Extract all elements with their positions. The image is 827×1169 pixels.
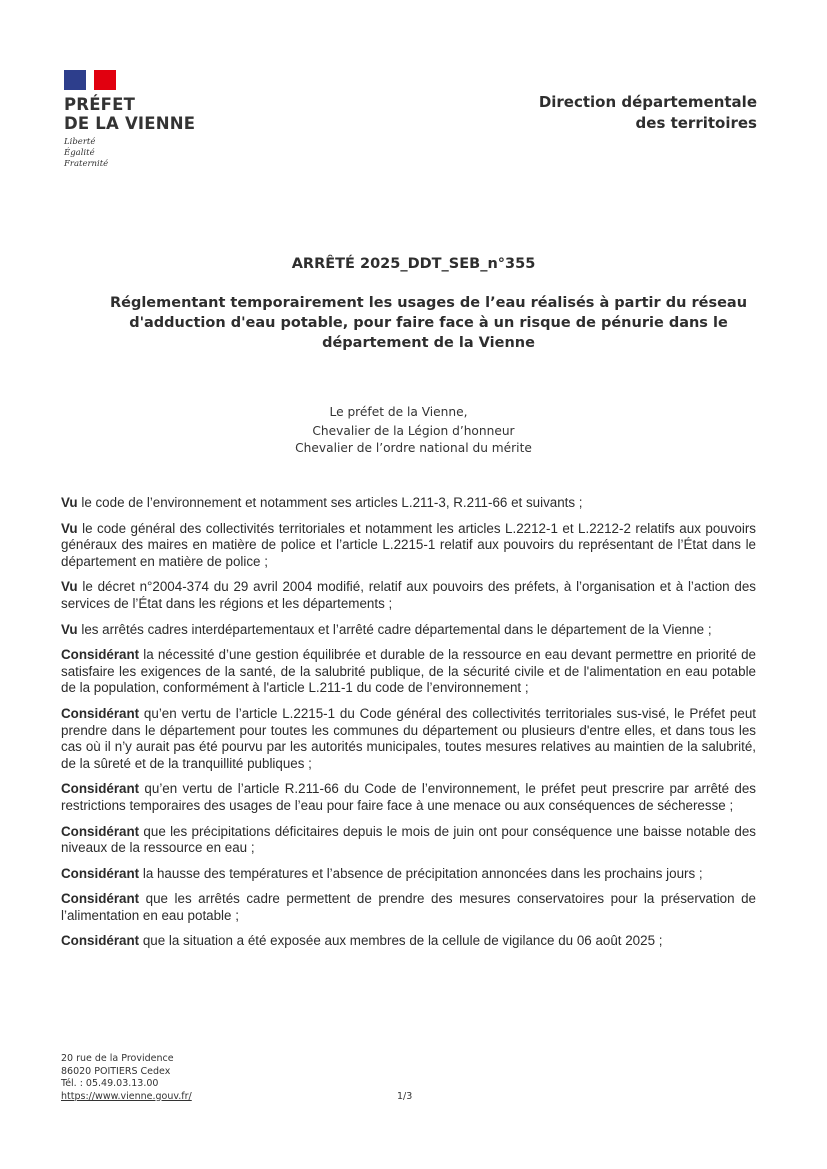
recital-text: qu’en vertu de l’article L.2215-1 du Code général des collectivités territoriales sus-visé, le Préfet peut prendre dans le département pour toutes les communes du département ou plusieurs d'entre elles, et dans tous les cas où il n’y aurait pas été pourvu par les autorités municipales, toutes mesures relatives au maintien de la salubrité, de la sûreté et de la tranquillité publiques ;: [61, 705, 756, 771]
recital-paragraph: [61, 579, 756, 612]
recital-text: les arrêtés cadres interdépartementaux et l’arrêté cadre départemental dans le département de la Vienne ;: [77, 621, 712, 637]
prefecture-logo: [64, 70, 195, 170]
recital-paragraph: [61, 824, 756, 857]
republic-motto: [64, 137, 195, 170]
prefet-line-2: Chevalier de la Légion d’honneur: [312, 424, 515, 438]
arrete-title: Réglementant temporairement les usages de l’eau réalisés à partir du réseau d'adduction d'eau potable, pour faire face à un risque de pénurie dans le département de la Vienne: [109, 295, 748, 351]
prefet-line-3: Chevalier de l’ordre national du mérite: [295, 441, 532, 455]
recital-text: le code général des collectivités territoriales et notamment les articles L.2212-1 et L.2212-2 relatifs aux pouvoirs généraux des maires en matière de police et l’article L.2215-1 relatif aux pouvoirs du représentant de l’État dans le département en matière de police ;: [61, 520, 756, 569]
recital-paragraph: [61, 933, 756, 950]
recital-paragraph: [61, 781, 756, 814]
footer-address-city: 86020 POITIERS Cedex: [61, 1065, 171, 1077]
recital-paragraph: [61, 521, 756, 571]
prefecture-name: [64, 95, 195, 133]
recital-text: qu’en vertu de l’article R.211-66 du Code de l’environnement, le préfet peut prescrire par arrêté des restrictions temporaires des usages de l’eau pour faire face à une menace ou aux conséquences de sécheresse ;: [61, 781, 756, 813]
flag-white-stripe: [86, 70, 94, 90]
recital-paragraph: [61, 706, 756, 772]
recital-keyword: Vu: [61, 495, 78, 510]
direction-line-2: des territoires: [635, 114, 757, 132]
footer-contact: [61, 1053, 192, 1103]
recital-keyword: Considérant: [61, 865, 140, 881]
recital-keyword: Considérant: [61, 647, 140, 663]
footer-phone: Tél. : 05.49.03.13.00: [61, 1078, 159, 1089]
recital-keyword: Vu: [61, 621, 78, 637]
recital-text: la nécessité d’une gestion équilibrée et durable de la ressource en eau devant permettre en priorité de satisfaire les exigences de la santé, de la salubrité publique, de la sécurité civile et de l'alimentation en eau potable de la population, conformément à l'article L.211-1 du code de l’environnement ;: [61, 647, 756, 696]
prefecture-name-line-1: PRÉFET: [64, 95, 136, 114]
recital-paragraph: [61, 495, 756, 512]
recital-keyword: Considérant: [61, 781, 140, 797]
recital-keyword: Vu: [61, 579, 78, 595]
recital-paragraph: [61, 866, 756, 883]
prefet-titles: [0, 404, 827, 457]
recital-paragraph: [61, 647, 756, 697]
recital-text: que les arrêtés cadre permettent de prendre des mesures conservatoires pour la préservation de l’alimentation en eau potable ;: [61, 891, 756, 923]
recitals: [61, 495, 756, 959]
recital-text: que la situation a été exposée aux membres de la cellule de vigilance du 06 août 2025 ;: [139, 933, 663, 949]
recital-keyword: Considérant: [61, 705, 140, 721]
arrete-number: ARRÊTÉ 2025_DDT_SEB_n°355: [291, 256, 536, 272]
page-number: 1/3: [397, 1091, 413, 1102]
motto-fraternite: Fraternité: [64, 159, 109, 169]
recital-paragraph: [61, 622, 756, 639]
flag-blue-stripe: [64, 70, 86, 90]
footer-website-link[interactable]: https://www.vienne.gouv.fr/: [61, 1090, 192, 1102]
issuing-direction: [539, 92, 757, 134]
marianne-flag-icon: [64, 70, 116, 90]
direction-line-1: Direction départementale: [538, 93, 757, 111]
recital-text: le code de l’environnement et notamment ses articles L.211-3, R.211-66 et suivants ;: [77, 495, 583, 510]
recital-paragraph: [61, 891, 756, 924]
recital-keyword: Considérant: [61, 933, 140, 949]
recital-keyword: Vu: [61, 520, 78, 536]
prefet-line-1: Le préfet de la Vienne,: [329, 405, 468, 419]
recital-keyword: Considérant: [61, 823, 140, 839]
motto-liberte: Liberté: [64, 137, 96, 147]
recital-text: que les précipitations déficitaires depuis le mois de juin ont pour conséquence une baisse notable des niveaux de la ressource en eau ;: [61, 823, 756, 856]
recital-text: la hausse des températures et l’absence de précipitation annoncées dans les prochains jours ;: [139, 865, 703, 881]
prefecture-name-line-2: DE LA VIENNE: [64, 114, 196, 133]
recital-text: le décret n°2004-374 du 29 avril 2004 modifié, relatif aux pouvoirs des préfets, à l’organisation et à l’action des services de l’État dans les régions et les départements ;: [61, 579, 756, 611]
motto-egalite: Égalité: [64, 148, 95, 158]
footer-address-street: 20 rue de la Providence: [61, 1053, 174, 1064]
recital-keyword: Considérant: [61, 891, 140, 907]
flag-red-stripe: [94, 70, 116, 90]
